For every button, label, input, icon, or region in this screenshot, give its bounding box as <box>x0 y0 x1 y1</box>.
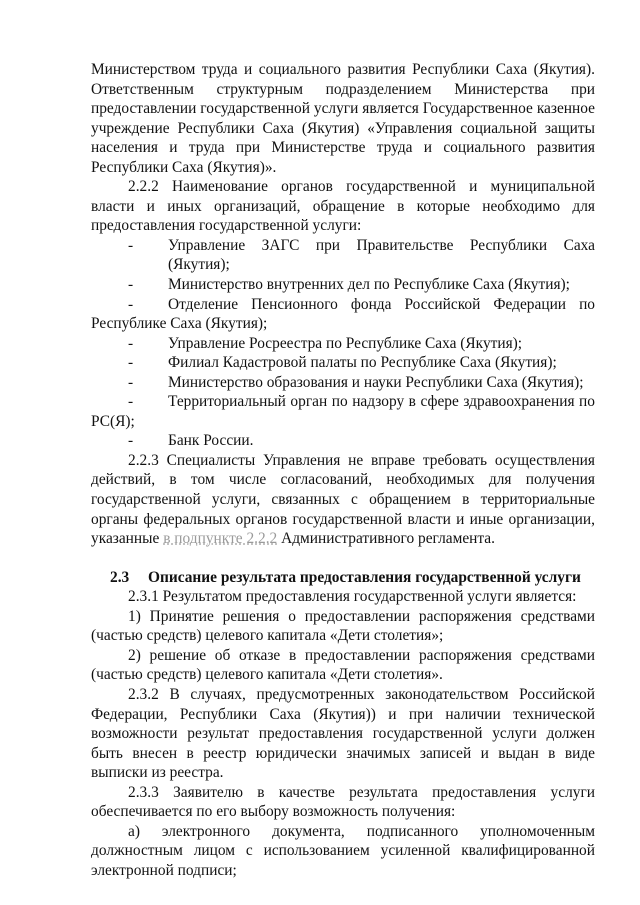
list-item-text: Филиал Кадастровой палаты по Республике Саха (Якутия); <box>168 354 557 372</box>
list-item-text: Управление ЗАГС при Правительстве Республики Саха (Якутия); <box>168 236 595 274</box>
result-item-2: 2) решение об отказе в предоставлении распоряжения средствами (частью средств) целевого капитала «Дети столетия». <box>91 646 595 684</box>
list-dash: - <box>128 236 134 254</box>
subclause-link[interactable]: в подпункте 2.2.2 <box>163 530 278 548</box>
list-item <box>91 295 595 334</box>
list-dash: - <box>128 354 134 372</box>
list-item <box>91 353 595 373</box>
paragraph-2-2-3 <box>91 451 595 549</box>
document-page <box>91 60 595 880</box>
list-dash: - <box>128 373 134 391</box>
paragraph-2-3-3: 2.3.3 Заявителю в качестве результата предоставления услуги обеспечивается по его выбору возможность получения: <box>91 783 595 821</box>
paragraph-2-3-2: 2.3.2 В случаях, предусмотренных законодательством Российской Федерации, Республики Саха (Якутия)) и при наличии технической возможности результат предоставления государственной услуги должен быть внесен в реестр юридически значимых записей и выдан в виде выписки из реестра. <box>91 685 595 782</box>
list-item-text: Отделение Пенсионного фонда Российской Федерации по Республике Саха (Якутия); <box>91 295 595 333</box>
list-dash: - <box>128 393 134 411</box>
paragraph-2-2-3-text: 2.2.3 Специалисты Управления не вправе требовать осуществления действий, в том числе согласований, необходимых для получения государственной услуги, связанных с обращением в территориальные органы федеральных органов государственной власти и иные организации, указанные <box>91 451 595 548</box>
list-item-text: Министерство внутренних дел по Республике Саха (Якутия); <box>168 276 570 294</box>
paragraph-2-2-3-end: Административного регламента. <box>281 530 495 548</box>
list-item <box>91 275 595 295</box>
list-item <box>91 236 595 275</box>
paragraph-intro: Министерством труда и социального развития Республики Саха (Якутия). Ответственным структурным подразделением Министерства при предоставлении государственной услуги является Государственное казенное учреждение Республики Саха (Якутия) «Управления социальной защиты населения и труда при Министерстве труда и социального развития Республики Саха (Якутия)». <box>91 61 595 176</box>
paragraph-2-2-2: 2.2.2 Наименование органов государственной и муниципальной власти и иных организаций, обращение в которые необходимо для предоставления государственной услуги: <box>91 178 595 235</box>
list-item-text: Банк России. <box>168 432 254 450</box>
result-item-1: 1) Принятие решения о предоставлении распоряжения средствами (частью средств) целевого капитала «Дети столетия»; <box>91 607 595 645</box>
list-item <box>91 373 595 393</box>
section-heading <box>91 568 595 588</box>
list-dash: - <box>128 276 134 294</box>
list-item <box>91 392 595 431</box>
list-dash: - <box>128 334 134 352</box>
list-item-text: Министерство образования и науки Республики Саха (Якутия); <box>168 373 584 391</box>
list-item <box>91 334 595 354</box>
list-dash: - <box>128 295 134 313</box>
list-item <box>91 431 595 451</box>
section-number: 2.3 <box>110 568 130 586</box>
section-title: Описание результата предоставления государственной услуги <box>148 568 581 586</box>
list-item-text: Управление Росреестра по Республике Саха (Якутия); <box>168 334 523 352</box>
option-a: а) электронного документа, подписанного уполномоченным должностным лицом с использованием усиленной квалифицированной электронной подписи; <box>91 822 595 879</box>
list-item-text: Территориальный орган по надзору в сфере здравоохранения по РС(Я); <box>91 393 595 430</box>
paragraph-2-3-1: 2.3.1 Результатом предоставления государственной услуги является: <box>128 588 577 606</box>
list-dash: - <box>128 432 134 450</box>
